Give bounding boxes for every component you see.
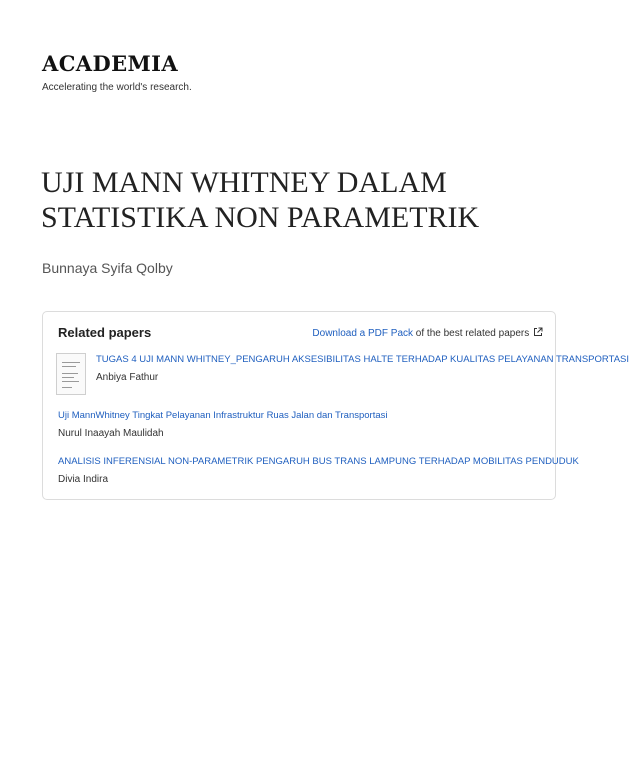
download-pdf-pack — [312, 327, 543, 340]
related-papers-box — [42, 311, 629, 500]
related-paper-author[interactable]: Anbiya Fathur — [96, 372, 159, 383]
related-paper-author[interactable]: Nurul Inaayah Maulidah — [58, 428, 164, 439]
related-paper-author[interactable]: Divia Indira — [58, 474, 109, 485]
document-thumbnail-icon[interactable] — [56, 353, 86, 395]
related-paper-title-link[interactable]: Uji MannWhitney Tingkat Pelayanan Infrastruktur Ruas Jalan dan Transportasi — [58, 410, 388, 421]
related-paper-item — [58, 456, 579, 486]
related-papers-heading: Related papers — [58, 325, 152, 340]
academia-logo[interactable]: ACADEMIA — [42, 51, 179, 76]
document-title: UJI MANN WHITNEY DALAM STATISTIKA NON PARAMETRIK — [41, 166, 480, 234]
related-paper-item — [56, 353, 629, 397]
related-paper-title-link[interactable]: ANALISIS INFERENSIAL NON-PARAMETRIK PENGARUH BUS TRANS LAMPUNG TERHADAP MOBILITAS PENDUDUK — [58, 456, 579, 467]
document-author[interactable]: Bunnaya Syifa Qolby — [42, 260, 173, 276]
download-pdf-pack-link[interactable]: Download a PDF Pack — [312, 328, 414, 339]
download-pdf-pack-suffix: of the best related papers — [413, 328, 530, 339]
related-paper-item — [58, 410, 544, 440]
tagline: Accelerating the world's research. — [42, 82, 192, 93]
related-paper-title-link[interactable]: TUGAS 4 UJI MANN WHITNEY_PENGARUH AKSESIBILITAS HALTE TERHADAP KUALITAS PELAYANAN TRANSPORTASI — [96, 354, 629, 365]
external-link-icon[interactable] — [533, 327, 543, 337]
